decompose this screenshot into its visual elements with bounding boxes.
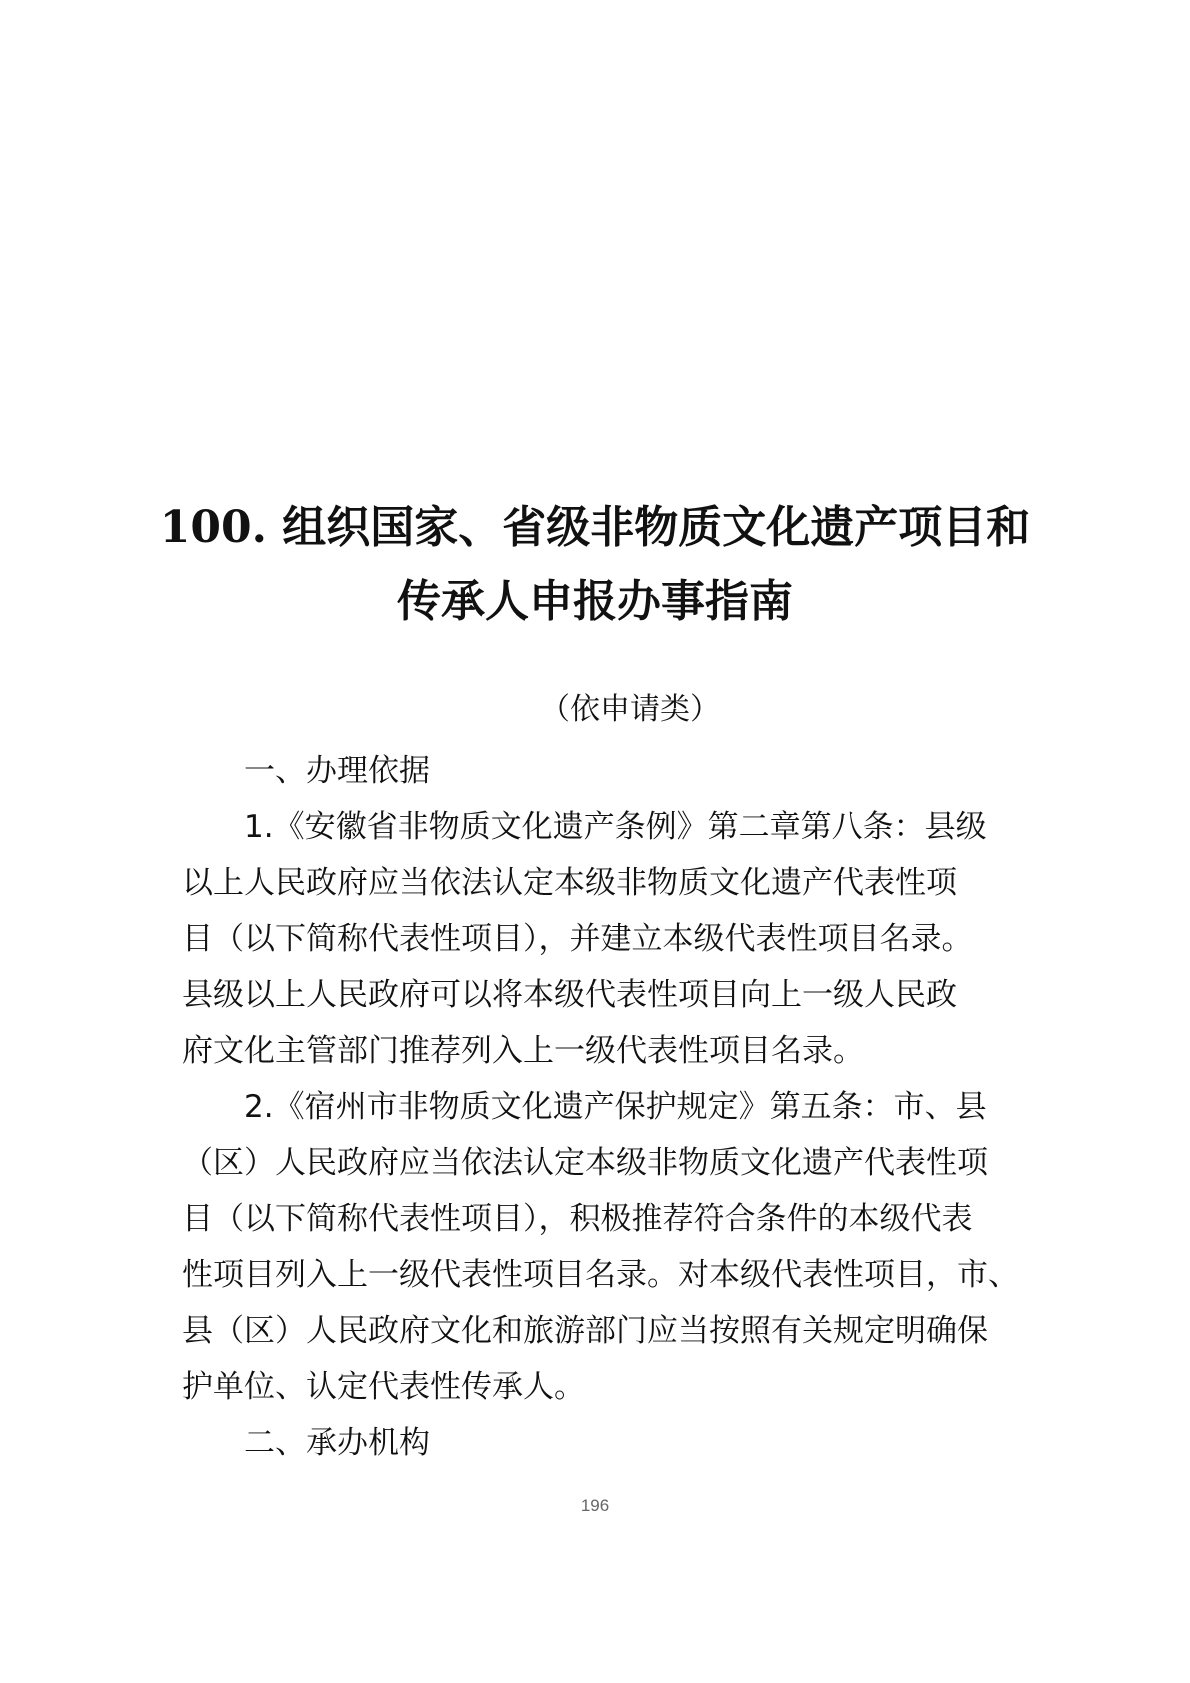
paragraph-line: 目（以下简称代表性项目），并建立本级代表性项目名录。 — [182, 921, 973, 957]
page-number: 196 — [580, 1496, 610, 1515]
document-category: （依申请类） — [540, 692, 720, 727]
page-title-line-1: 100. 组织国家、省级非物质文化遗产项目和 — [159, 502, 1031, 553]
paragraph-line: 2.《宿州市非物质文化遗产保护规定》第五条：市、县 — [244, 1089, 987, 1125]
paragraph-line: 性项目列入上一级代表性项目名录。对本级代表性项目，市、 — [182, 1257, 1019, 1293]
paragraph-line: 1.《安徽省非物质文化遗产条例》第二章第八条：县级 — [244, 809, 987, 845]
paragraph-line: 以上人民政府应当依法认定本级非物质文化遗产代表性项 — [182, 865, 957, 901]
paragraph-line: 县（区）人民政府文化和旅游部门应当按照有关规定明确保 — [182, 1313, 988, 1349]
paragraph-line: 县级以上人民政府可以将本级代表性项目向上一级人民政 — [182, 977, 957, 1013]
section-heading-agency: 二、承办机构 — [244, 1425, 430, 1461]
document-body — [182, 743, 1022, 1471]
page-title-line-2: 传承人申报办事指南 — [397, 576, 793, 627]
paragraph-line: 府文化主管部门推荐列入上一级代表性项目名录。 — [182, 1033, 864, 1069]
paragraph-line: 目（以下简称代表性项目），积极推荐符合条件的本级代表 — [182, 1201, 973, 1237]
section-heading-basis: 一、办理依据 — [244, 753, 430, 789]
paragraph-line: （区）人民政府应当依法认定本级非物质文化遗产代表性项 — [182, 1145, 988, 1181]
paragraph-line: 护单位、认定代表性传承人。 — [182, 1369, 585, 1405]
